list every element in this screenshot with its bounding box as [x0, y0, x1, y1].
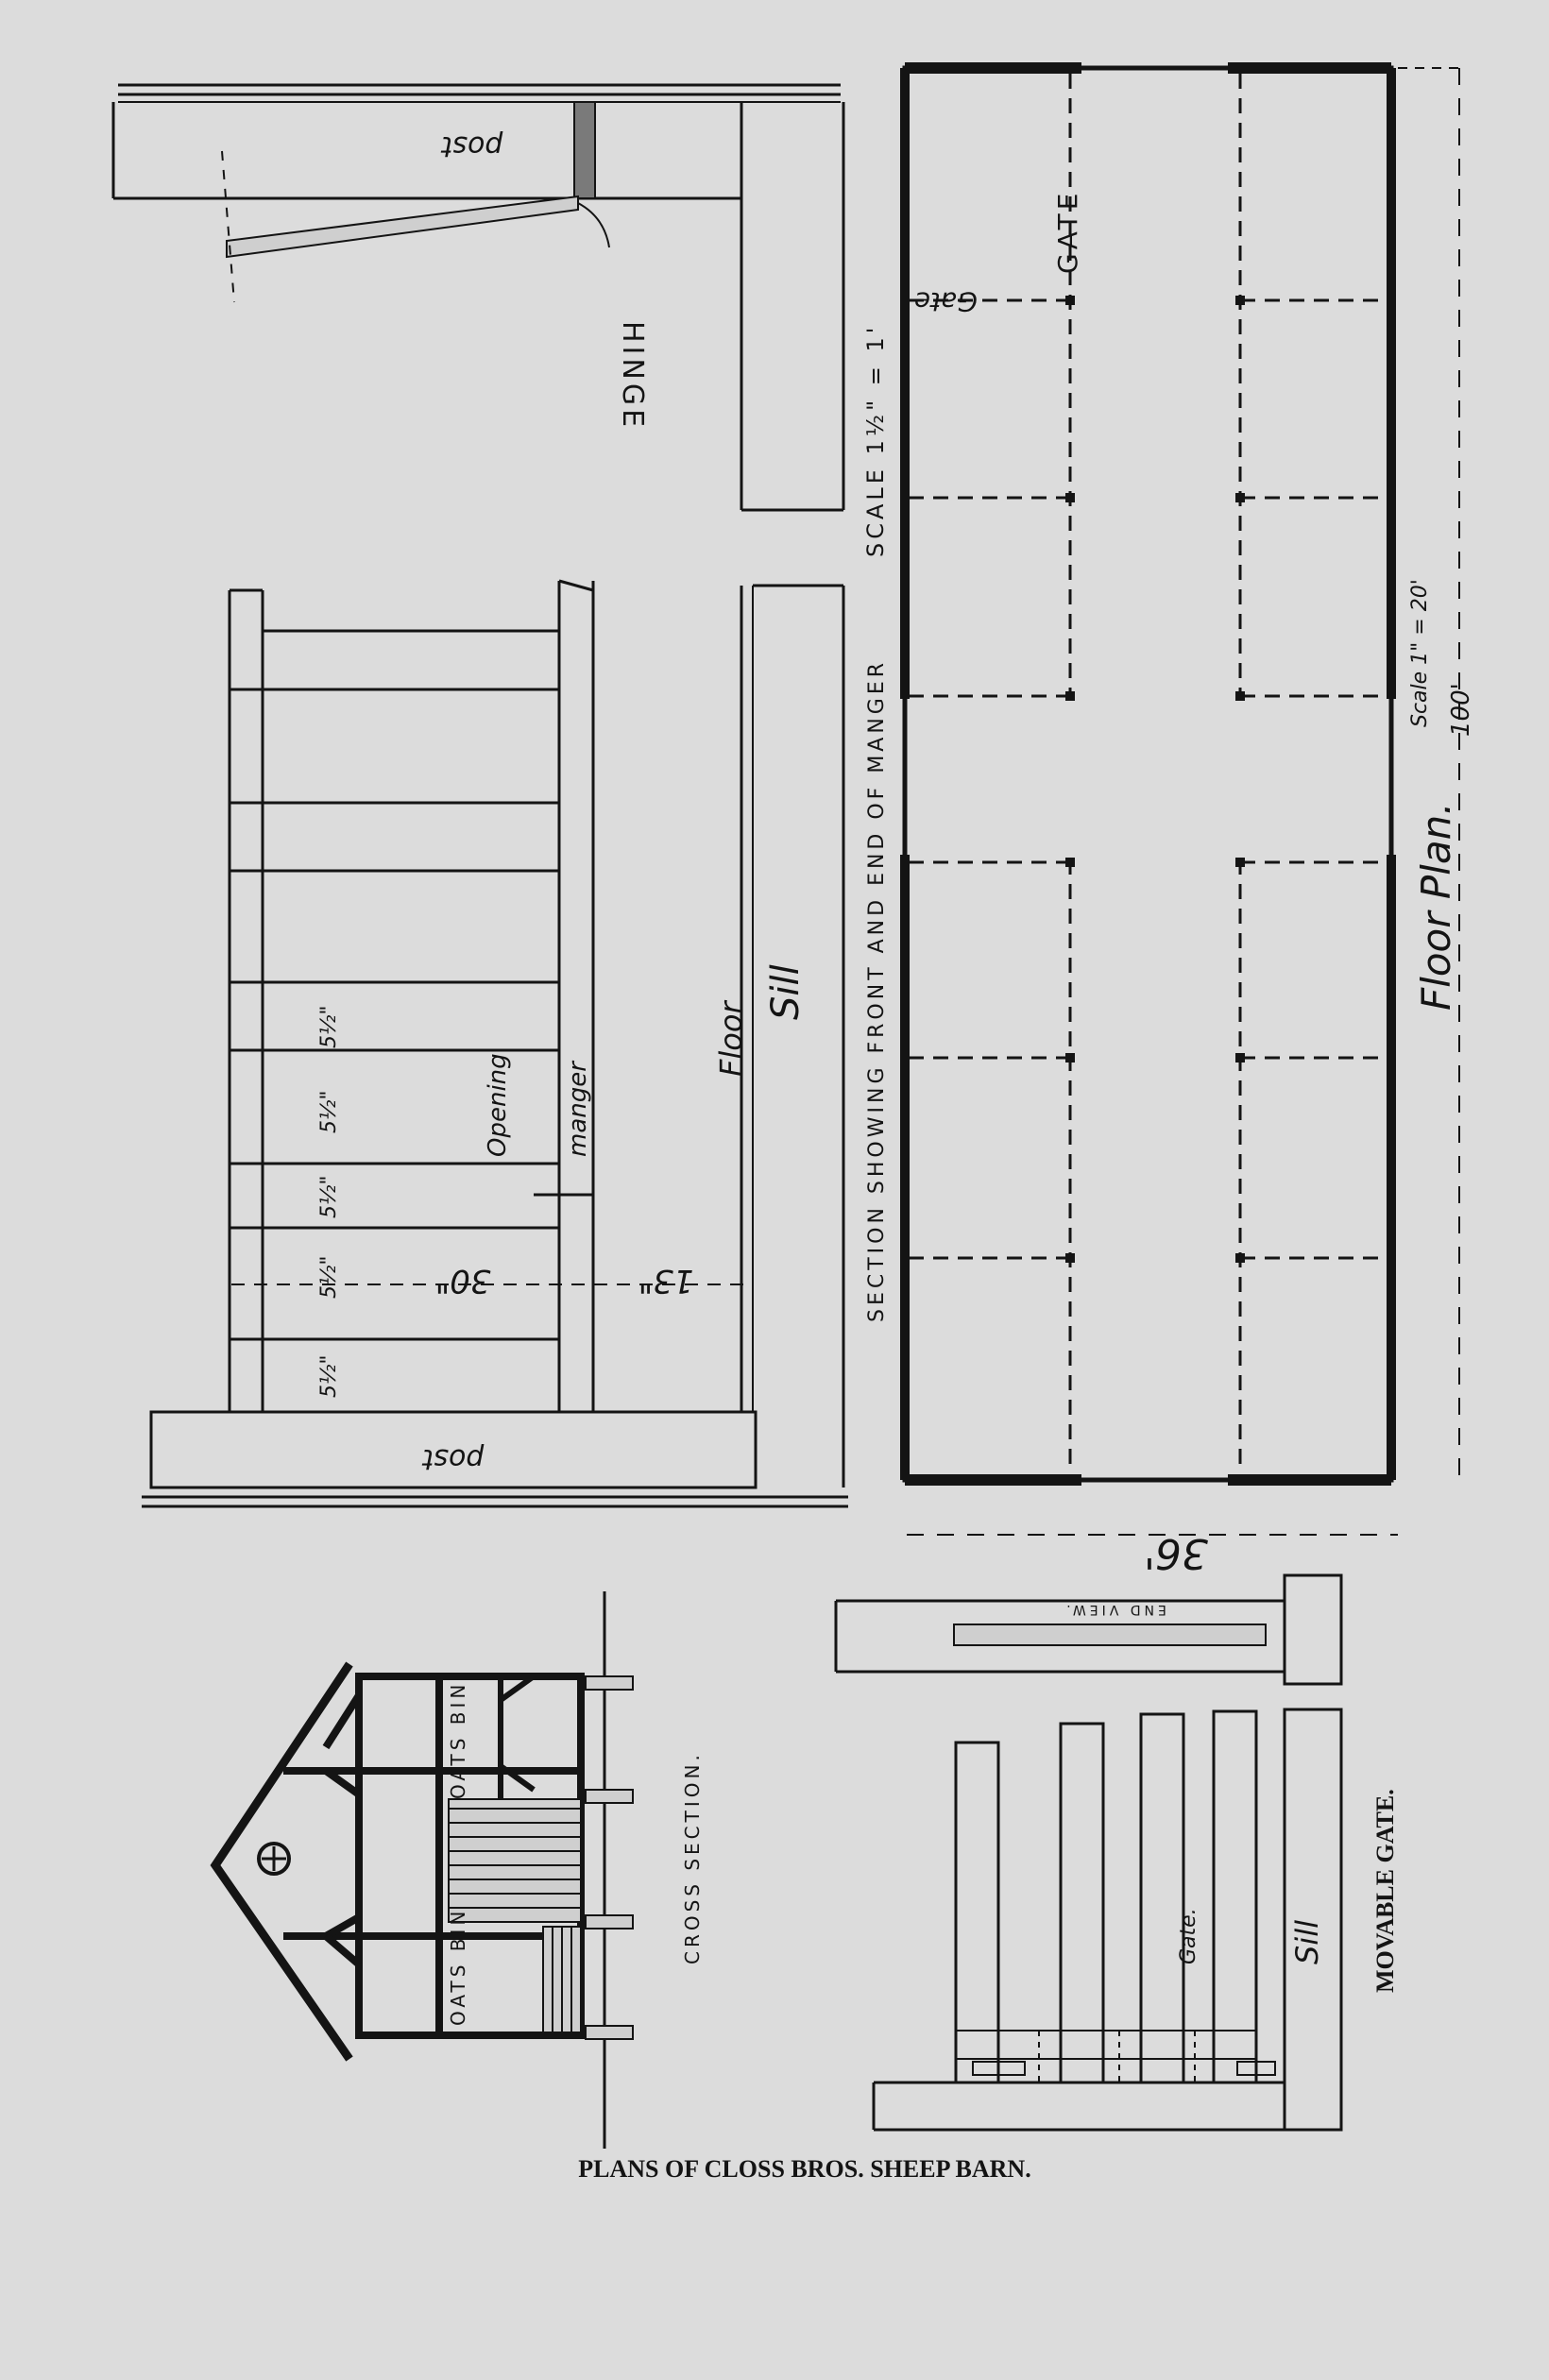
dim-slat: 5½" [317, 1090, 341, 1133]
dim-slat: 5½" [317, 1175, 341, 1218]
label-sill: Sill [764, 964, 808, 1020]
post-dot [1065, 691, 1075, 701]
post-dot [1235, 691, 1245, 701]
dim-slat: 5½" [317, 1005, 341, 1048]
label-opening: Opening [484, 1053, 512, 1157]
manger-section-scale: SCALE 1½" = 1' [862, 323, 889, 557]
plate-caption: PLANS OF CLOSS BROS. SHEEP BARN. [578, 2155, 1031, 2183]
label-floor: Floor [713, 1001, 749, 1077]
label-post-bottom: post [422, 1442, 485, 1475]
footing [586, 1915, 633, 1929]
post-dot [1065, 296, 1075, 305]
footing [586, 2026, 633, 2039]
dim-13: 13" [638, 1262, 694, 1300]
floor-dim-width: 36' [1143, 1529, 1209, 1577]
hinge-post-block [574, 102, 595, 198]
dim-slat: 5½" [317, 1255, 341, 1299]
post-dot [1065, 1253, 1075, 1263]
movable-gate-title: MOVABLE GATE. [1371, 1789, 1399, 1993]
dim-width: 30" [434, 1262, 491, 1300]
post-dot [1065, 858, 1075, 867]
post-dot [1065, 1053, 1075, 1062]
post-dot [1235, 1053, 1245, 1062]
endview-label: END VIEW. [1063, 1602, 1166, 1617]
footing [586, 1790, 633, 1803]
footing [586, 1676, 633, 1690]
floor-gate-label-a: GATE [1052, 189, 1083, 274]
floor-dim-length: 100' [1447, 683, 1475, 737]
floor-plan-title: Floor Plan. [1413, 802, 1459, 1011]
floor-plan-scale: Scale 1" = 20' [1408, 579, 1432, 727]
post-dot [1235, 858, 1245, 867]
bin-b-label: OATS BIN [447, 1907, 469, 2026]
hatch-block [449, 1799, 581, 1922]
label-hinge: HINGE [616, 321, 649, 432]
gate-sill-label: Sill [1289, 1920, 1325, 1964]
manger-section-title: SECTION SHOWING FRONT AND END OF MANGER [865, 658, 889, 1322]
dim-slat: 5½" [317, 1354, 341, 1398]
floor-gate-label-b: Gate [913, 286, 978, 317]
label-manger: manger [564, 1062, 592, 1157]
cross-section-title: CROSS SECTION. [681, 1751, 704, 1964]
label-post-top: post [441, 129, 503, 162]
gate-label: Gate. [1177, 1908, 1200, 1964]
bin-a-label: OATS BIN. [447, 1671, 469, 1799]
post-dot [1235, 1253, 1245, 1263]
post-dot [1065, 493, 1075, 502]
endview-gate-bar [954, 1624, 1266, 1645]
post-dot [1235, 296, 1245, 305]
post-dot [1235, 493, 1245, 502]
